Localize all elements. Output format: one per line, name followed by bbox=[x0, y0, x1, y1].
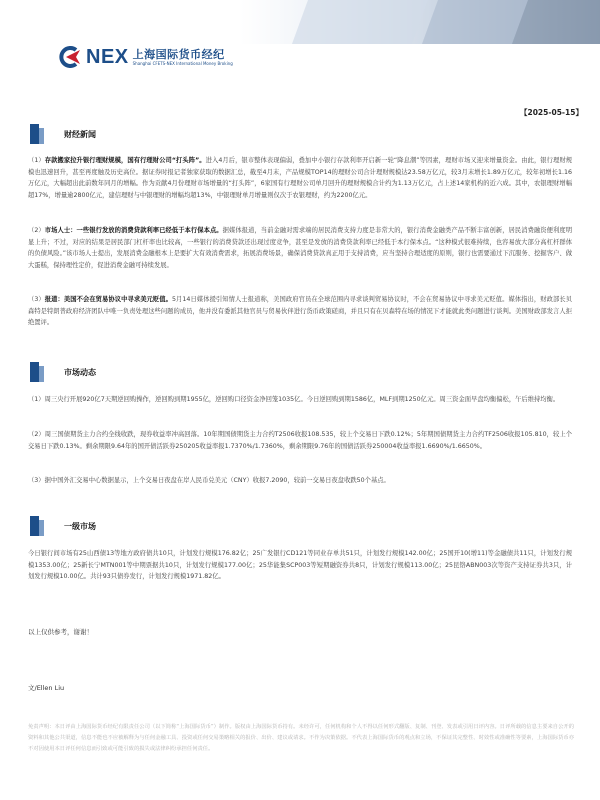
banner-decoration bbox=[422, 0, 528, 44]
section-title: 财经新闻 bbox=[64, 129, 96, 139]
section-title: 市场动态 bbox=[64, 367, 96, 377]
market-paragraph: （1）周三央行开展920亿7天期逆回购操作，逆回购到期1955亿，逆回购口径资金净回笼1035亿。今日逆回购到期1586亿，MLF到期1250亿元。周三资金面早盘均衡偏松，午后维持均衡。 bbox=[28, 396, 560, 403]
banner-decoration bbox=[292, 0, 428, 44]
logo-c-icon bbox=[56, 46, 84, 68]
section-header-news bbox=[30, 124, 96, 144]
section-header-primary bbox=[30, 516, 96, 536]
news-paragraph: （2）市场人士：一些银行发放的消费贷款利率已经低于本行保本点。据媒体报道，当前金融对需求端的居民消费支持力度是非常大的，银行消费金融类产品不断丰富创新，居民消费融资便利度明显上升；不过，对应的结果是居民部门杠杆率也比较高，一些银行的消费贷款还出现过度竞争，甚至是发放的消费贷款利率已经低于本行保本点。“这种模式很难持续，也容易放大部分高杠杆群体的负债风险。”该市场人士提出，发展消费金融根本上是要扩大有效消费需求，拓展消费场景，确保消费贷款真正用于支持消费，应当坚持合理适度的原则，银行也需要通过下沉服务、挖掘客户、做大蛋糕，保持理性定价，促进消费金融可持续发展。 bbox=[28, 227, 573, 269]
section-bar-icon bbox=[30, 124, 46, 144]
section-bar-icon bbox=[30, 516, 46, 536]
banner-decoration bbox=[512, 0, 600, 44]
author-line: 文/Ellen Liu bbox=[28, 684, 65, 692]
section-bar-icon bbox=[30, 362, 46, 382]
market-paragraph: （3）据中国外汇交易中心数据显示，上个交易日夜盘在岸人民币兑美元（CNY）收报7.2090，较前一交易日夜盘收跌50个基点。 bbox=[28, 477, 390, 484]
report-date: 【2025-05-15】 bbox=[520, 108, 583, 117]
company-logo bbox=[56, 44, 233, 70]
logo-chinese-name: 上海国际货币经纪 bbox=[132, 47, 225, 61]
section-header-market bbox=[30, 362, 96, 382]
news-paragraph: （1）存款搬家拉升银行理财规模，国有行理财公司“打头阵”。进入4月后，银市整体表现偏弱，叠加中小银行存款利率开启新一轮“降息潮”等因素，理财市场又迎来增量资金。由此，银行理财规模也迅速回升，甚至再度触及历史高位。据证券时报记者独家获取的数据汇总，截至4月末，产品规模TOP14的理财公司合计理财规模达23.58万亿元，较3月末增长1.89万亿元，较年初增长1.16万亿元，大幅超出此前数年同月的增幅。作为贡献4月份理财市场增量的“打头阵”，6家国有行理财公司单月回升的理财规模合计约为1.13万亿元，占上述14家机构的近六成。其中，农银理财增幅超17%，增量逾2800亿元，建信理财与中银理财的增幅均超13%，中银理财单月增量则仅次于农银理财，约为2200亿元。 bbox=[28, 157, 573, 199]
header-banner bbox=[0, 0, 600, 44]
disclaimer-text: 免责声明：本日评由上海国际货币经纪有限责任公司（以下简称“上海国际货币”）制作。版权由上海国际货币持有。未经许可，任何机构和个人不得以任何形式翻版、复制、刊登、发表或引用日评内容。日评所载的信息主要来自公开的资料和其他公共渠道，信息不能也不应被解释为与任何金融工具、投资或任何交易策略相关的报价、出价、建议或请求。不作为决策依据。不代表上海国际货币的观点和立场，不保证其完整性、时效性或准确性等要素，上海国际货币亦不对因使用本日评任何信息而引致或可能引致的损失或法律纠纷承担任何责任。 bbox=[28, 724, 574, 752]
market-paragraph: （2）周三国债期货主力合约全线收跌，现券收益率冲高回落。10年期国债期货主力合约T2506收报108.535，较上个交易日下跌0.12%；5年期国债期货主力合约TF2506收报105.810，较上个交易日下跌0.13%。剩余期限9.64年的国开债活跃券250205收益率报1.7370%/1.7360%，剩余期限9.76年的国债活跃券250004收益率报1.6690%/1.6650%。 bbox=[28, 431, 572, 450]
logo-english-name: Shanghai CFETS-NEX International Money Broking bbox=[132, 60, 233, 66]
news-paragraph: （3）报道：美国不会在贸易协议中寻求美元贬值。5月14日媒体援引知情人士报道称，美国政府官员在全球范围内寻求谈判贸易协议时，不会在贸易协议中寻求美元贬值。媒体指出，财政部长贝森特是特朗普政府经济团队中唯一负责处理这些问题的成员，他并没有委派其他官员与贸易伙伴进行货币政策磋商，并且只有在贝森特在场的情况下才能就此类问题进行谈判。美国财政部发言人拒绝置评。 bbox=[28, 296, 572, 327]
section-title: 一级市场 bbox=[64, 521, 96, 531]
primary-market-paragraph: 今日银行间市场有25山西债13等地方政府债共10只，计划发行规模176.82亿；25广发银行CD121等同业存单共51只，计划发行规模142.00亿；25国开10(增11)等金融债共11只，计划发行规模1353.00亿；25新长宁MTN001等中期票据共10只，计划发行规模177.00亿；25华能集SCP003等短期融资券共8只，计划发行规模113.00亿；25昆铬ABN003次等资产支持证券共3只，计划发行规模10.00亿。共计93只债券发行，计划发行规模1971.82亿。 bbox=[28, 550, 572, 581]
closing-note: 以上仅供参考，谢谢！ bbox=[28, 628, 93, 636]
logo-nex-text: NEX bbox=[86, 45, 129, 68]
